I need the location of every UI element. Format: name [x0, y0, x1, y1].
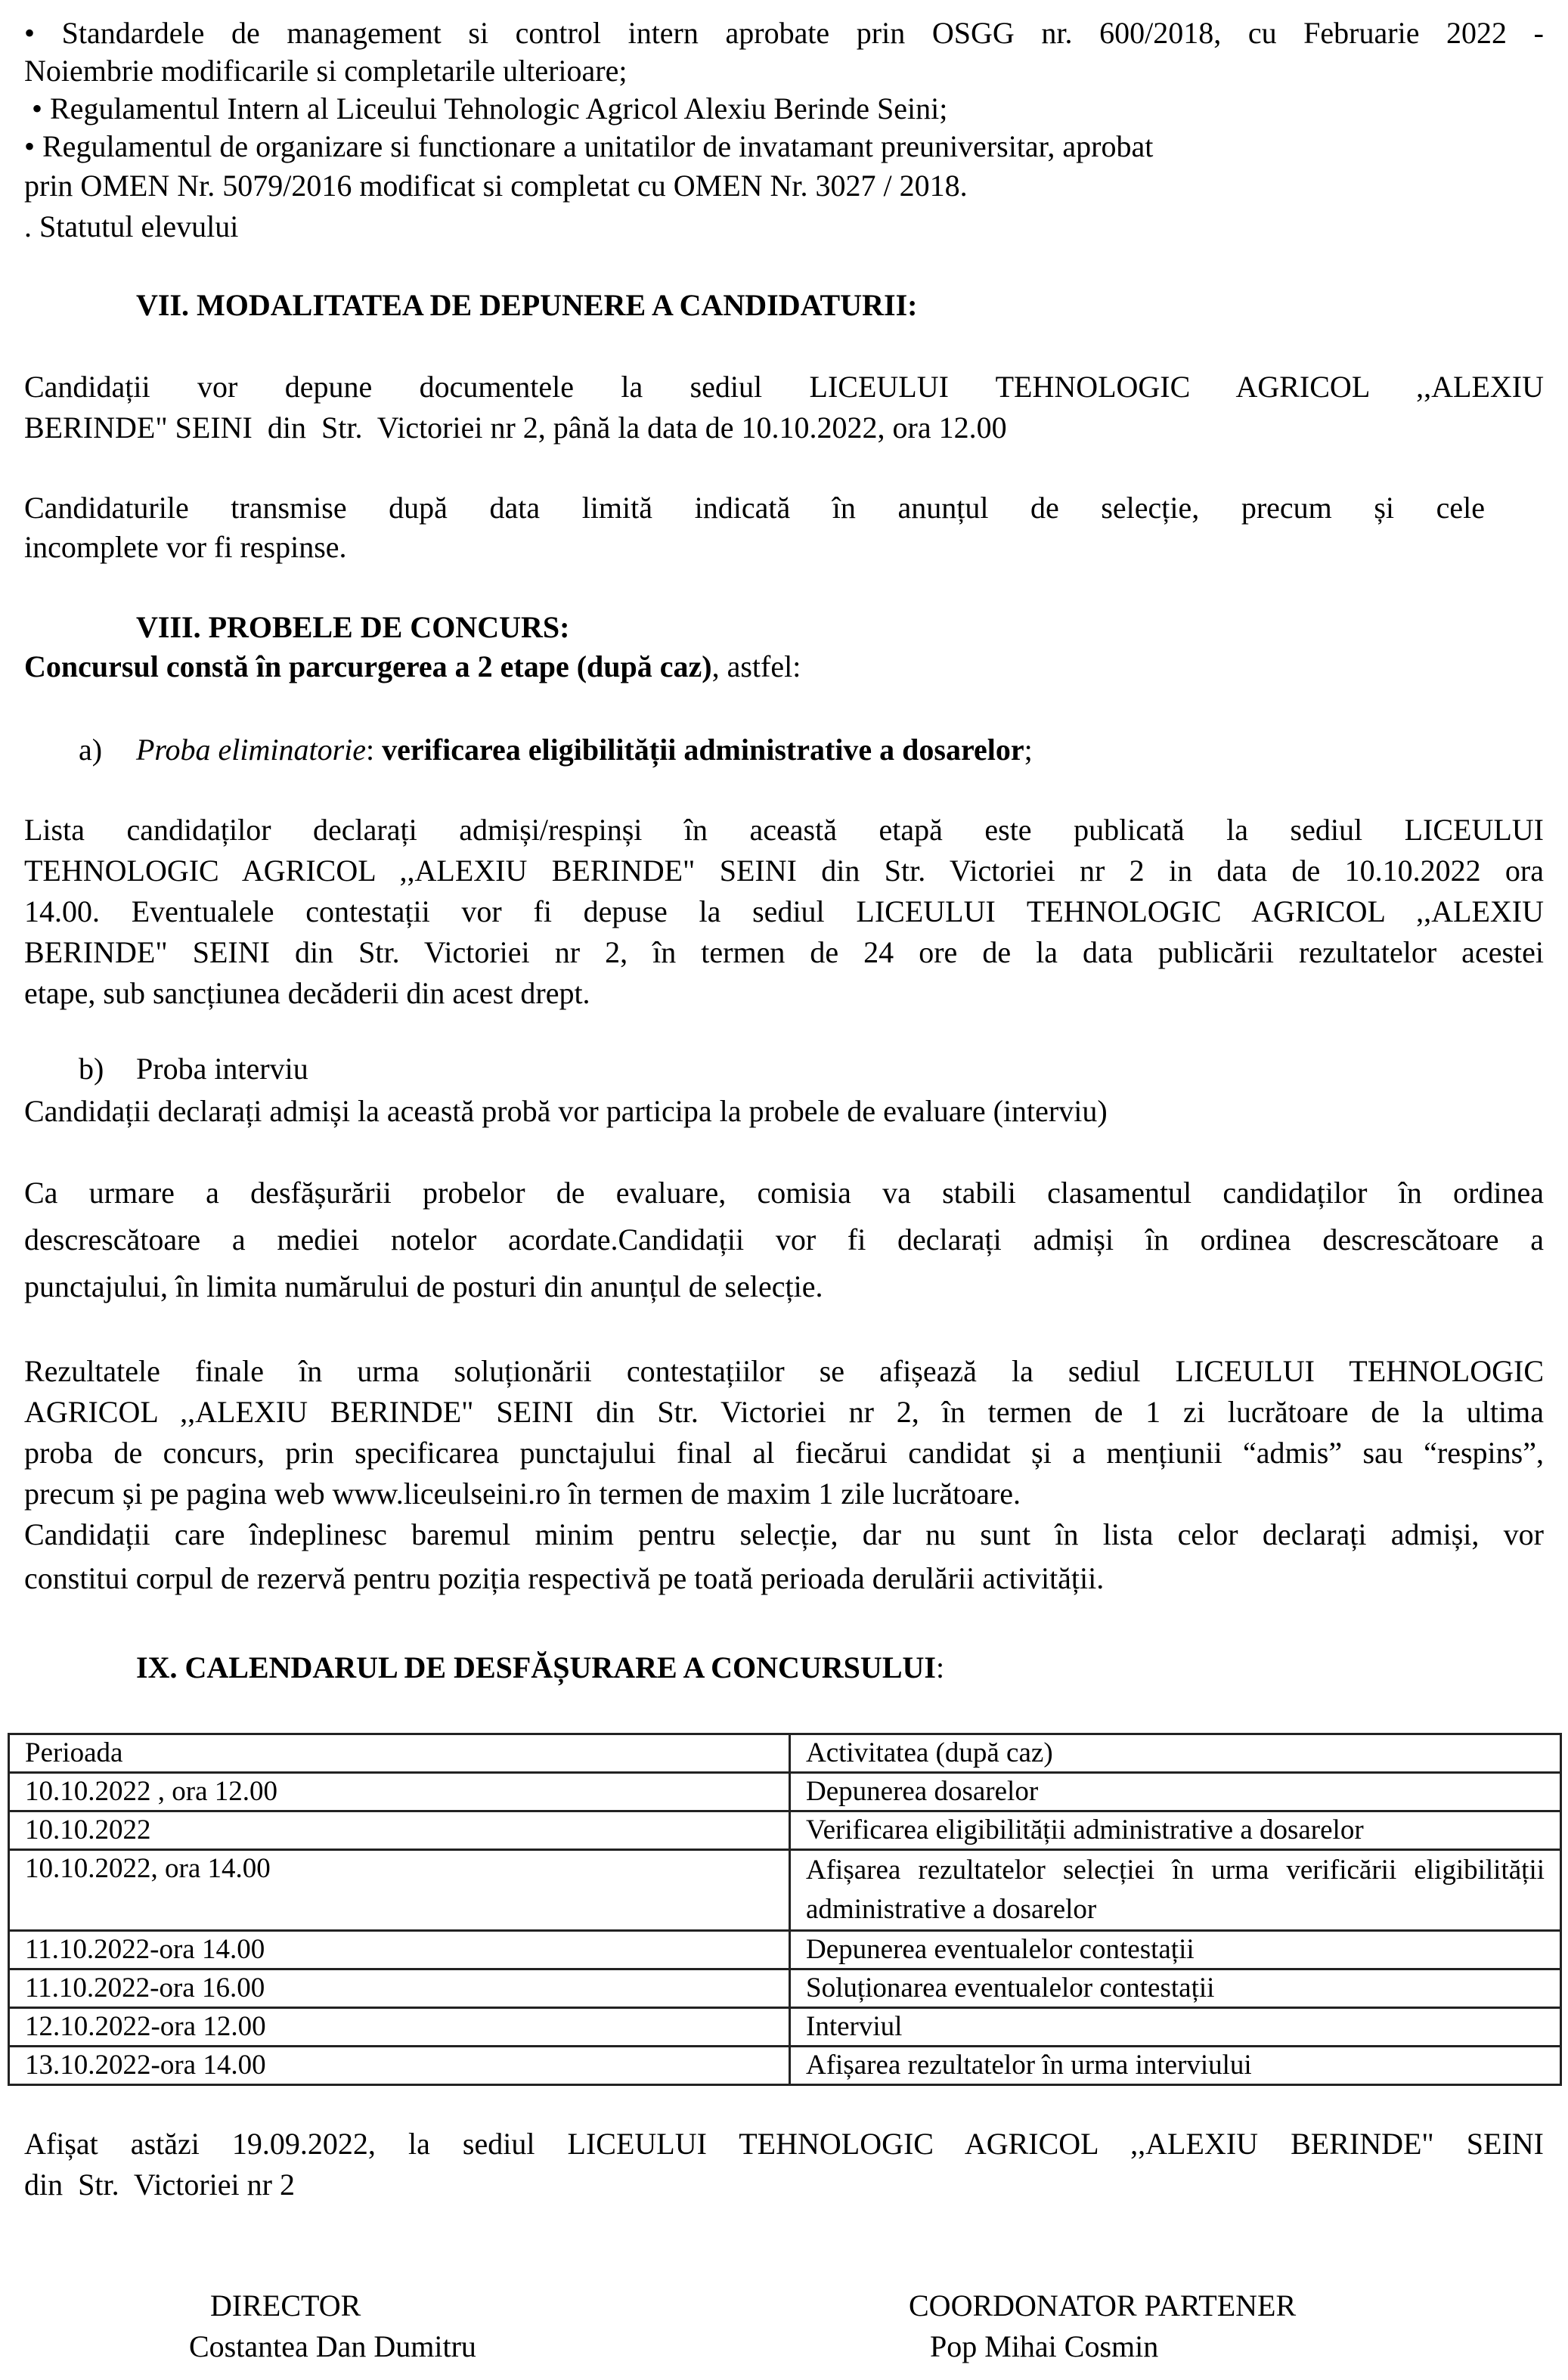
evaluare-line-1: Ca urmare a desfășurării probelor de evaluare, comisia va stabili clasamentul candidaților în ordinea — [24, 1176, 1544, 1210]
table-row — [9, 1931, 1561, 1969]
section-9-heading — [136, 1650, 1544, 1686]
table-cell-perioada: 10.10.2022, ora 14.00 — [9, 1850, 790, 1931]
legal-ref-3-line-1: • Regulamentul de organizare si functionare a unitatilor de invatamant preuniversitar, aprobat — [24, 129, 1154, 163]
table-row — [9, 1969, 1561, 2008]
table-cell-activitatea: Soluționarea eventualelor contestații — [790, 1969, 1561, 2008]
table-cell-activitatea: Verificarea eligibilității administrative a dosarelor — [790, 1811, 1561, 1850]
table-cell-perioada: 11.10.2022-ora 16.00 — [9, 1969, 790, 2008]
section-7-p1-line-1: Candidații vor depune documentele la sediul LICEULUI TEHNOLOGIC AGRICOL ,,ALEXIU — [24, 370, 1544, 404]
section-7-p2-line-1: Candidaturile transmise după data limită indicată în anunțul de selecție, precum și cele — [24, 491, 1485, 525]
table-row — [9, 2047, 1561, 2085]
rezerva-line-1: Candidații care îndeplinesc baremul minim pentru selecție, dar nu sunt în lista celor declarați admiși, vor — [24, 1517, 1544, 1551]
rezultate-line-1: Rezultatele finale în urma soluționării contestațiilor se afișează la sediul LICEULUI TEHNOLOGIC — [24, 1354, 1544, 1388]
rezultate-line-3: proba de concurs, prin specificarea punctajului final al fiecărui candidat și a mențiunii “admis” sau “respins”, — [24, 1436, 1544, 1470]
lista-line-4: BERINDE" SEINI din Str. Victoriei nr 2, în termen de 24 ore de la data publicării rezultatelor acestei — [24, 935, 1544, 969]
table-row — [9, 1850, 1561, 1931]
section-9-heading-text: IX. CALENDARUL DE DESFĂȘURARE A CONCURSULUI — [136, 1650, 936, 1684]
proba-b-label: Proba interviu — [136, 1052, 308, 1086]
table-cell-activitatea: Depunerea eventualelor contestații — [790, 1931, 1561, 1969]
table-row — [9, 1811, 1561, 1850]
legal-ref-1-line-2: Noiembrie modificarile si completarile ulterioare; — [24, 54, 628, 88]
table-header-row — [9, 1734, 1561, 1773]
table-cell-perioada: 10.10.2022 — [9, 1811, 790, 1850]
evaluare-line-2: descrescătoare a mediei notelor acordate.Candidații vor fi declarați admiși în ordinea descrescătoare a — [24, 1223, 1544, 1257]
proba-a-label: Proba eliminatorie — [136, 733, 367, 767]
coordonator-title: COORDONATOR PARTENER — [909, 2289, 1297, 2323]
proba-b-text: Candidații declarați admiși la această probă vor participa la probele de evaluare (interviu) — [24, 1094, 1108, 1128]
table-cell-activitatea: Interviul — [790, 2008, 1561, 2047]
table-cell-activitatea: Depunerea dosarelor — [790, 1773, 1561, 1811]
section-7-heading: VII. MODALITATEA DE DEPUNERE A CANDIDATURII: — [136, 288, 918, 322]
lista-line-1: Lista candidaților declarați admiși/respinși în această etapă este publicată la sediul LICEULUI — [24, 813, 1544, 847]
calendar-table — [8, 1733, 1562, 2086]
rezultate-line-4: precum și pe pagina web www.liceulseini.ro în termen de maxim 1 zile lucrătoare. — [24, 1477, 1021, 1511]
table-cell-perioada: 12.10.2022-ora 12.00 — [9, 2008, 790, 2047]
legal-ref-1-line-1: • Standardele de management si control intern aprobate prin OSGG nr. 600/2018, cu Februarie 2022 - — [24, 16, 1544, 50]
afisat-line-2: din Str. Victoriei nr 2 — [24, 2168, 295, 2202]
table-cell-activitatea: Afișarea rezultatelor în urma interviului — [790, 2047, 1561, 2085]
table-header-activitatea: Activitatea (după caz) — [790, 1734, 1561, 1773]
proba-a — [79, 732, 1544, 768]
rezerva-line-2: constitui corpul de rezervă pentru poziția respectivă pe toată perioada derulării activității. — [24, 1561, 1105, 1595]
proba-a-description: verificarea eligibilității administrative a dosarelor — [382, 733, 1024, 767]
section-8-heading: VIII. PROBELE DE CONCURS: — [136, 610, 570, 644]
evaluare-line-3: punctajului, în limita numărului de posturi din anunțul de selecție. — [24, 1269, 823, 1303]
director-name: Costantea Dan Dumitru — [189, 2329, 476, 2363]
table-cell-perioada: 11.10.2022-ora 14.00 — [9, 1931, 790, 1969]
section-7-p2-line-2: incomplete vor fi respinse. — [24, 530, 347, 564]
afisat-line-1: Afișat astăzi 19.09.2022, la sediul LICEULUI TEHNOLOGIC AGRICOL ,,ALEXIU BERINDE" SEINI — [24, 2127, 1544, 2161]
proba-b — [79, 1051, 1544, 1087]
section-8-intro — [24, 649, 1544, 685]
section-7-p1-line-2: BERINDE" SEINI din Str. Victoriei nr 2, până la data de 10.10.2022, ora 12.00 — [24, 411, 1007, 445]
director-title: DIRECTOR — [210, 2289, 361, 2323]
proba-a-colon: : — [366, 733, 383, 767]
legal-ref-2: • Regulamentul Intern al Liceului Tehnologic Agricol Alexiu Berinde Seini; — [24, 91, 948, 126]
legal-ref-4: . Statutul elevului — [24, 209, 239, 243]
legal-ref-3-line-2: prin OMEN Nr. 5079/2016 modificat si completat cu OMEN Nr. 3027 / 2018. — [24, 169, 968, 203]
table-cell-activitatea: Afișarea rezultatelor selecției în urma verificării eligibilității administrative a dosarelor — [790, 1850, 1561, 1931]
lista-line-5: etape, sub sancțiunea decăderii din acest drept. — [24, 976, 590, 1010]
proba-a-end: ; — [1024, 733, 1033, 767]
table-row — [9, 1773, 1561, 1811]
proba-a-marker: a) — [79, 733, 103, 767]
table-cell-perioada: 10.10.2022 , ora 12.00 — [9, 1773, 790, 1811]
section-9-heading-colon: : — [935, 1650, 945, 1684]
table-cell-perioada: 13.10.2022-ora 14.00 — [9, 2047, 790, 2085]
table-row — [9, 2008, 1561, 2047]
lista-line-3: 14.00. Eventualele contestații vor fi depuse la sediul LICEULUI TEHNOLOGIC AGRICOL ,,ALEXIU — [24, 894, 1544, 928]
lista-line-2: TEHNOLOGIC AGRICOL ,,ALEXIU BERINDE" SEINI din Str. Victoriei nr 2 in data de 10.10.2022 ora — [24, 854, 1544, 888]
table-header-perioada: Perioada — [9, 1734, 790, 1773]
coordonator-name: Pop Mihai Cosmin — [930, 2329, 1159, 2363]
rezultate-line-2: AGRICOL ,,ALEXIU BERINDE" SEINI din Str. Victoriei nr 2, în termen de 1 zi lucrătoare de la ultima — [24, 1395, 1544, 1429]
section-8-intro-rest: , astfel: — [711, 649, 801, 683]
section-8-intro-bold: Concursul constă în parcurgerea a 2 etape (după caz) — [24, 649, 712, 683]
proba-b-marker: b) — [79, 1052, 104, 1086]
